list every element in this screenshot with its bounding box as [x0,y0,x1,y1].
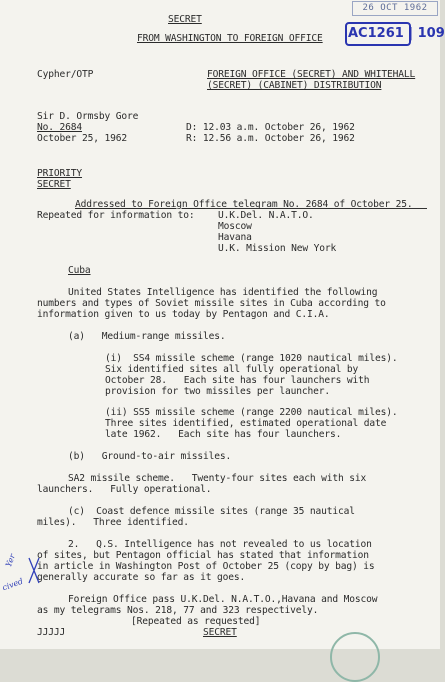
addressing-rule [205,208,427,209]
item-c-line: (c) Coast defence missile sites (range 35 nautical [68,506,355,517]
margin-x-mark [26,556,42,586]
recipient: U.K. Mission New York [218,243,337,254]
classification-top: SECRET [168,14,202,25]
repeated-note: [Repeated as requested] [131,616,261,627]
margin-note-2: cived [1,576,25,593]
distribution-line-1: FOREIGN OFFICE (SECRET) AND WHITEHALL [207,69,416,80]
reference-code: AC1261 [348,26,404,41]
item-a-i-line: Six identified sites all fully operational by [105,364,359,375]
item-c-line: miles). Three identified. [37,517,189,528]
recipient: Havana [218,232,252,243]
intro-line: numbers and types of Soviet missile sites in Cuba according to [37,298,386,309]
sa2-line: SA2 missile scheme. Twenty-four sites each with six [68,473,367,484]
cypher-label: Cypher/OTP [37,69,94,80]
item-a-ii-line: late 1962. Each site has four launchers. [105,429,342,440]
telegram-number: No. 2684 [37,122,83,133]
item-a-i-line: provision for two missiles per launcher. [105,386,331,397]
operator-initials: JJJJJ [37,627,66,638]
subject-heading: Cuba [68,265,91,276]
despatch-time: D: 12.03 a.m. October 26, 1962 [186,122,355,133]
item-a-i-line: (i) SS4 missile scheme (range 1020 nautical miles). [105,353,398,364]
sender-name: Sir D. Ormsby Gore [37,111,139,122]
addressed-line: Addressed to Foreign Office telegram No. 2684 of October 25. [75,199,413,210]
recipient: Moscow [218,221,252,232]
para2-line: generally accurate so far as it goes. [37,572,246,583]
intro-line: United States Intelligence has identified the following [68,287,378,298]
receipt-time: R: 12.56 a.m. October 26, 1962 [186,133,355,144]
item-a-ii-line: (ii) SS5 missile scheme (range 2200 nautical miles). [105,407,398,418]
priority-classification: SECRET [37,179,71,190]
classification-bottom: SECRET [203,627,237,638]
repeated-label: Repeated for information to: [37,210,195,221]
closing-line: as my telegrams Nos. 218, 77 and 323 respectively. [37,605,319,616]
margin-note-1: Yer [4,552,18,569]
para2-line: of sites, but Pentagon official has stated that information [37,550,369,561]
date-received-stamp: 26 OCT 1962 [352,1,438,16]
telegram-date: October 25, 1962 [37,133,128,144]
item-b: (b) Ground-to-air missiles. [68,451,232,462]
para2-line: in article in Washington Post of October 25 (copy by bag) is [37,561,375,572]
item-a: (a) Medium-range missiles. [68,331,226,342]
closing-line: Foreign Office pass U.K.Del. N.A.T.O.,Havana and Moscow [68,594,378,605]
item-a-ii-line: Three sites identified, estimated operational date [105,418,387,429]
distribution-line-2: (SECRET) (CABINET) DISTRIBUTION [207,80,382,91]
priority-label: PRIORITY [37,168,83,179]
para2-line: 2. Q.S. Intelligence has not revealed to us location [68,539,372,550]
reference-number: AC1261 | 109 [348,26,445,41]
recipient: U.K.Del. N.A.T.O. [218,210,314,221]
reference-suffix: 109 [417,26,445,41]
sa2-line: launchers. Fully operational. [37,484,212,495]
route-heading: FROM WASHINGTON TO FOREIGN OFFICE [137,33,323,44]
intro-line: information given to us today by Pentagon and C.I.A. [37,309,330,320]
registry-stamp-circle [330,632,380,682]
item-a-i-line: October 28. Each site has four launchers with [105,375,370,386]
